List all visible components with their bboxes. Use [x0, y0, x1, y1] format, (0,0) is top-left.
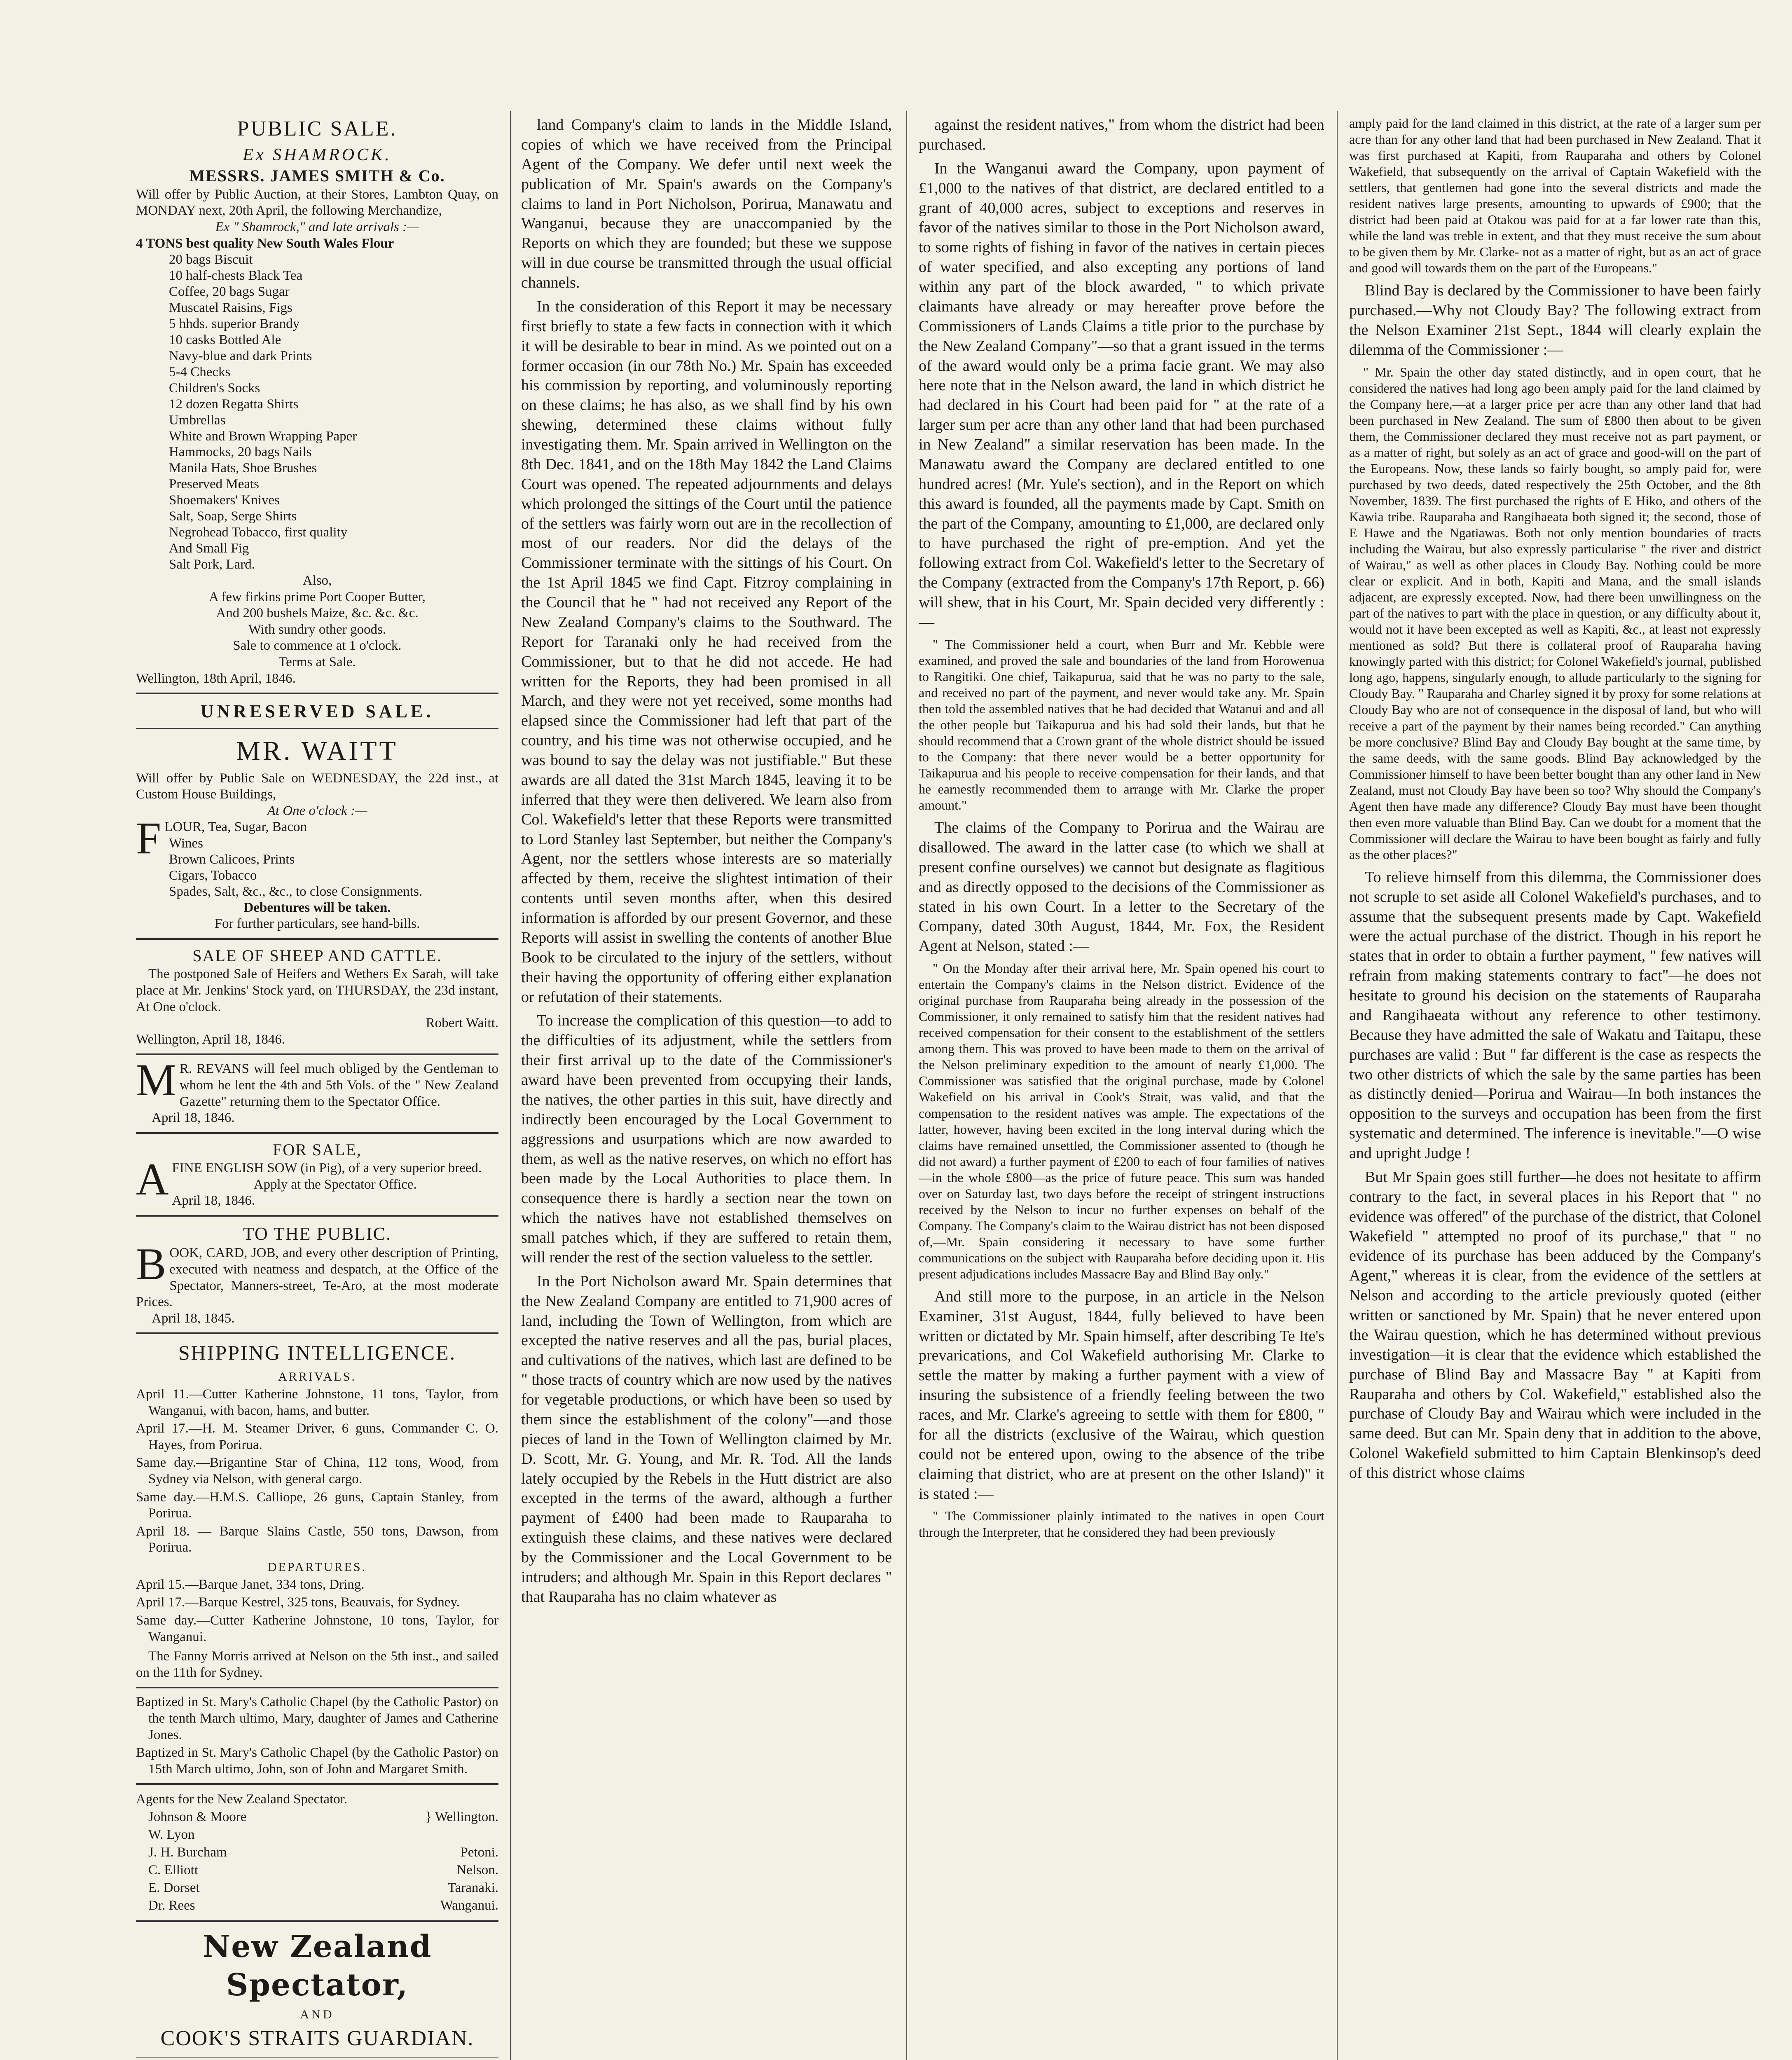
divider [136, 2057, 498, 2058]
shipping-note: The Fanny Morris arrived at Nelson on the 5th inst., and sailed on the 11th for Sydney. [136, 1649, 498, 1680]
agent-row [136, 1844, 498, 1861]
column-4 [1349, 115, 1761, 2060]
article-paragraph: In the consideration of this Report it may be necessary first briefly to state a few facts in connection with it which it will be desirable to bear in mind. As we pointed out on a former occasion (in our 78th No.) Mr. Spain has exceeded his commission by reporting, and voluminously reporting on these claims; he has also, as we shall find by his own shewing, determined these claims without fully investigating them. Mr. Spain arrived in Wellington on the 8th Dec. 1841, and on the 18th May 1842 the Land Claims Court was opened. The repeated adjournments and delays which prolonged the sittings of the Court until the patience of the settlers was fairly worn out are in the recollection of most of our readers. Nor did the delays of the Commissioner terminate with the sittings of his Court. On the 1st April 1845 we find Capt. Fitzroy complaining in the Council that he " had not received any Report of the New Zealand Company's claims to the Southward. The Report for Taranaki only he had received from the Commissioner, but to that he did not accede. He had written for the Reports, they had been promised in all March, and they were not yet received, some months had elapsed since the Commissioner had left that part of the country, and his time was not otherwise occupied, and he was bound to say the delay was not justifiable." But these awards are all dated the 31st March 1845, leaving it to be inferred that they were then delivered. We learn also from Col. Wakefield's letter that these Reports were transmitted to Lord Stanley last September, but neither the Company's Agent, nor the settlers whose interests are so materially affected by them, receive the slightest intimation of their contents until seven months after, when this desired information is afforded by our present Governor, and these Reports will assist in swelling the contents of another Blue Book to be circulated to the injury of the settlers, without their having the opportunity of offering either explanation or refutation of their statements. [521, 297, 892, 1006]
ad-body: BOOK, CARD, JOB, and every other description of Printing, executed with neatness and despatch, at the Office of the Spectator, Manners-street, Te-Aro, at the most moderate Prices. [136, 1239, 498, 1310]
ad-also: Also, [302, 573, 332, 588]
divider [136, 728, 498, 729]
ad-heading: FOR SALE, [273, 1140, 362, 1159]
shipping-intelligence [136, 1340, 498, 1681]
ad-further: For further particulars, see hand-bills. [214, 916, 420, 932]
ad-item: 12 dozen Regatta Shirts [169, 396, 299, 412]
ad-terms: Terms at Sale. [278, 654, 356, 670]
departures-label: DEPARTURES. [267, 1560, 367, 1574]
ad-firm: MESSRS. JAMES SMITH & Co. [189, 166, 445, 185]
ad-time: At One o'clock :— [267, 803, 367, 818]
agent-row [136, 1897, 498, 1915]
ad-item: Muscatel Raisins, Figs [169, 300, 292, 315]
divider [136, 1920, 498, 1922]
shipping-entry: April 17.—H. M. Steamer Driver, 6 guns, Commander C. O. Hayes, from Porirua. [136, 1421, 498, 1452]
column-3 [919, 115, 1324, 2060]
baptism-notice: Baptized in St. Mary's Catholic Chapel (by the Catholic Pastor) on 15th March ultimo, John, son of John and Margaret Smith. [136, 1745, 498, 1777]
divider [136, 1783, 498, 1785]
masthead [136, 1928, 498, 2060]
ad-item: Umbrellas [169, 412, 226, 428]
masthead-and: AND [300, 2008, 335, 2022]
agent-name: J. H. Burcham [148, 1845, 227, 1860]
arrivals-label: ARRIVALS. [278, 1370, 356, 1384]
agent-name: C. Elliott [148, 1862, 199, 1877]
ad-dateline: Wellington, April 18, 1846. [136, 1032, 285, 1047]
ad-item: White and Brown Wrapping Paper [169, 428, 357, 444]
shipping-entry: April 15.—Barque Janet, 334 tons, Dring. [136, 1577, 365, 1592]
agent-place: Wanganui. [440, 1898, 498, 1913]
shipping-entry: April 18. — Barque Slains Castle, 550 tons, Dawson, from Porirua. [136, 1524, 498, 1555]
ad-item: Cigars, Tobacco [169, 868, 257, 883]
column-2 [521, 115, 892, 2060]
ad-item: 5 hhds. superior Brandy [169, 316, 300, 331]
ad-apply: Apply at the Spectator Office. [253, 1177, 417, 1192]
article-paragraph: And still more to the purpose, in an article in the Nelson Examiner, 31st August, 1844, fully believed to have been written or dictated by Mr. Spain himself, after describing Te Ite's prevarications, and Col Wakefield authorising Mr. Clarke to settle the matter by making a further payment with a view of insuring the subsistence of a friendly feeling between the two races, and Mr. Clarke's agreeing to settle with them for £800, " for all the districts (exclusive of the Wairau, which question could not be entered upon, owing to the absence of the tribe claiming that district, who are at present on the other Island)" it is stated :— [919, 1288, 1324, 1503]
agents-list [136, 1791, 498, 1914]
masthead-subtitle: COOK'S STRAITS GUARDIAN. [160, 2026, 474, 2050]
column-rule [1337, 111, 1338, 2060]
ad-body: The postponed Sale of Heifers and Wethers Ex Sarah, will take place at Mr. Jenkins' Stock yard, on THURSDAY, the 23d instant, At One o'clock. [136, 967, 498, 1014]
agent-name: Dr. Rees [148, 1898, 195, 1913]
ad-signature: Robert Waitt. [426, 1016, 498, 1031]
ad-debentures: Debentures will be taken. [243, 900, 391, 915]
ad-item: 5-4 Checks [169, 364, 231, 379]
shipping-entry: April 17.—Barque Kestrel, 325 tons, Beauvais, for Sydney. [136, 1595, 460, 1610]
ad-items-lead: FLOUR, Tea, Sugar, Bacon [136, 813, 307, 864]
ad-item: Spades, Salt, &c., &c., to close Consignments. [169, 884, 423, 899]
quoted-extract: amply paid for the land claimed in this district, at the rate of a larger sum per acre than for any other land that had been purchased in New Zealand. That it was first purchased at Kapiti, from Rauparaha and others by Colonel Wakefield, that subsequently on the arrival of Captain Wakefield with the settlers, that gentlemen had gone into the several districts and made the resident natives large presents, amounting to upwards of £900; that the district had been paid at Otakou was paid for at a far lower rate than this, while the land was treble in extent, and that they must receive the sum about to be given them by Mr. Clarke- not as a matter of right, but as an act of grace and good will towards them on the part of the Europeans." [1349, 116, 1761, 276]
column-rule [510, 111, 511, 2060]
article-paragraph: land Company's claim to lands in the Middle Island, copies of which we have received from the Principal Agent of the Company. We defer until next week the publication of Mr. Spain's awards on the Company's claims to land in Port Nicholson, Porirua, Manawatu and Wanganui, because they are unaccompanied by the Reports on which they are founded; but these we suppose will in due course be transmitted through the usual official channels. [521, 116, 892, 291]
article-paragraph: The claims of the Company to Porirua and the Wairau are disallowed. The award in the latter case (to which we shall at present confine ourselves) we cannot but designate as flagitious and as directly opposed to the decisions of the Commissioner as stated in his own Court. In a letter to the Secretary of the Company, dated 30th August, 1844, Mr. Fox, the Resident Agent at Nelson, stated :— [919, 819, 1324, 955]
to-the-public-ad [136, 1222, 498, 1327]
revans-notice [136, 1055, 498, 1126]
quoted-extract: " The Commissioner held a court, when Burr and Mr. Kebble were examined, and proved the sale and boundaries of the land from Horowenua to Rangitiki. One chief, Taikapurua, said that he was no party to the sale, and received no part of the payment, and never would take any. Mr. Spain then told the assembled natives that he had decided that Watanui and and all the other people but Taikapurua and his had sold their lands, but that he should recommend that a Crown grant of the whole district should be issued to the Company: that there never would be a better opportunity for Taikapurua and his people to receive compensation for their lands, and that he earnestly recommended them to arrange with Mr. Clarke the proper amount." [919, 637, 1324, 813]
quoted-extract: " The Commissioner plainly intimated to the natives in open Court through the Interpreter, that he considered they had been previously [919, 1508, 1324, 1540]
column-1 [136, 115, 498, 2060]
shipping-entry: Same day.—H.M.S. Calliope, 26 guns, Captain Stanley, from Porirua. [136, 1489, 498, 1521]
ad-items-list [136, 252, 498, 573]
ad-body: MR. REVANS will feel much obliged by the Gentleman to whom he lent the 4th and 5th Vols. of the " New Zealand Gazette" returning them to the Spectator Office. [136, 1055, 498, 1109]
agent-place: } Wellington. [425, 1810, 498, 1825]
divider [136, 1687, 498, 1688]
ad-lead: 4 TONS best quality New South Wales Flour [136, 236, 394, 251]
ad-heading: TO THE PUBLIC. [243, 1223, 392, 1244]
ad-item: Manila Hats, Shoe Brushes [169, 461, 317, 476]
arrivals-list [136, 1386, 498, 1556]
ad-also-line: And 200 bushels Maize, &c. &c. &c. [216, 606, 419, 621]
column-rule [906, 111, 907, 2060]
article-paragraph: In the Port Nicholson award Mr. Spain determines that the New Zealand Company are entitled to 71,900 acres of land, including the Town of Wellington, from which are excepted the native reserves and all the pas, burial places, and cultivations of the natives, which last are defined to be " those tracts of country which are now used by the natives for vegetable productions, or which have been so used by them since the establishment of the colony"—and those pieces of land in the Town of Wellington claimed by Mr. D. Scott, Mr. G. Young, and Mr. R. Tod. All the lands lately occupied by the Rebels in the Hutt district are also excepted in the terms of the award, although a further payment of £400 had been made to Rauparaha to extinguish these claims, and these natives were declared by the Commissioner and the Local Government to be intruders; and although Mr. Spain in this Report declares " that Rauparaha has no claim whatever as [521, 1272, 892, 1606]
ad-heading: SALE OF SHEEP AND CATTLE. [192, 946, 442, 965]
article-paragraph: against the resident natives," from whom the district had been purchased. [919, 116, 1324, 153]
ad-item: 10 casks Bottled Ale [169, 332, 281, 347]
ad-item: Preserved Meats [169, 477, 260, 492]
divider [136, 938, 498, 940]
ad-dateline: April 18, 1846. [152, 1110, 235, 1126]
agent-name: E. Dorset [148, 1880, 200, 1895]
agent-place: Nelson. [456, 1862, 498, 1877]
ad-also-line: With sundry other goods. [248, 622, 386, 637]
ad-dateline: Wellington, 18th April, 1846. [136, 671, 296, 686]
agent-row [136, 1826, 498, 1844]
quoted-extract: " Mr. Spain the other day stated distinctly, and in open court, that he considered the natives had long ago been amply paid for the land claimed by the Company here,—at a larger price per acre than any other land that had been purchased in New Zealand. The sum of £800 then about to be given them, the Commissioner declared they must receive not as part payment, or as a matter of right, but solely as an act of grace and good-will on the part of the Europeans. Now, these lands so fairly bought, so amply paid for, were purchased by two deeds, dated respectively the 25th October, and the 8th November, 1839. The first purchased the rights of E Hiko, and others of the Kawia tribe. Rauparaha and Rangihaeata both signed it; the second, those of E Hawe and the Ngatiawas. Both not only mention boundaries of tracts including the Wairau, but also expressly particularise " the river and district of Wairau," as well as other places in Cloudy Bay. Nothing could be more clear or explicit. And in both, Kapiti and Mana, and the small islands adjacent, are expressly excepted. Now, had there been unwillingness on the part of the natives to part with the place in question, or any difficulty about it, would not it have been excepted as well as Kapiti, &c., at least not expressly mentioned as sold? But there is collateral proof of Rauparaha having knowingly parted with this district; for Colonel Wakefield's journal, published long ago, happens, singularly enough, to allude particularly to the signing for Cloudy Bay. " Rauparaha and Charley signed it by proxy for some relations at Cloudy Bay who are not of consequence in the disposal of land, but who will receive a part of the payment by their names being recorded." Can anything be more conclusive? Blind Bay and Cloudy Bay bought at the same time, by the same deeds, with the same goods. Blind Bay acknowledged by the Commissioner himself to have been better bought than any other land in New Zealand, must not Cloudy Bay have been so too? Why should the Company's Agent then have made any difference? Cloudy Bay must have been thought then even more valuable than Blind Bay. Can we doubt for a moment that the Commissioner will declare the Wairau to have been bought as fairly and fully as the other places?" [1349, 364, 1761, 862]
agents-heading: Agents for the New Zealand Spectator. [136, 1792, 348, 1807]
ad-body: AFINE ENGLISH SOW (in Pig), of a very superior breed. [136, 1154, 482, 1205]
ad-item: Negrohead Tobacco, first quality [169, 525, 348, 540]
public-sale-ad [136, 115, 498, 687]
shipping-entry: Same day.—Cutter Katherine Johnstone, 10 tons, Taylor, for Wanganui. [136, 1613, 498, 1644]
article-paragraph: But Mr Spain goes still further—he does not hesitate to affirm contrary to the fact, in several places in his Report that " no evidence was offered" of the purchase of the district, that Colonel Wakefield " attempted no proof of its purchase," that " no evidence of its purchase has been adduced by the Company's Agent," whereas it is clear, from the evidence of the settlers at Nelson and according to the article previously quoted (either written or sanctioned by Mr. Spain) that he never entered upon the Wairau question, which he has determined without previous investigation—it is clear that the evidence which established the purchase of Blind Bay and Massacre Bay " at Kapiti from Rauparaha and others by Col. Wakefield," established also the purchase of Cloudy Bay and Wairau which were included in the same deed. But can Mr. Spain deny that in addition to the above, Colonel Wakefield submitted to him Captain Blenkinsop's deed of this district whose claims [1349, 1168, 1761, 1482]
section-heading: SHIPPING INTELLIGENCE. [178, 1341, 456, 1365]
divider [136, 1215, 498, 1217]
ad-title: PUBLIC SALE. [237, 117, 398, 140]
agent-name: Johnson & Moore [148, 1810, 247, 1825]
divider [136, 1053, 498, 1055]
ad-item: Navy-blue and dark Prints [169, 348, 312, 363]
divider [136, 1332, 498, 1334]
departures-list [136, 1577, 498, 1645]
ad-name: MR. WAITT [236, 735, 398, 766]
agent-row [136, 1879, 498, 1897]
ad-item: Coffee, 20 bags Sugar [169, 284, 290, 300]
ad-sale-time: Sale to commence at 1 o'clock. [233, 638, 402, 653]
divider [136, 1132, 498, 1134]
ad-also-line: A few firkins prime Port Cooper Butter, [209, 589, 426, 604]
ad-item: Salt, Soap, Serge Shirts [169, 509, 297, 524]
baptisms-list [136, 1694, 498, 1777]
sheep-cattle-ad [136, 946, 498, 1048]
ad-item: Salt Pork, Lard. [169, 557, 255, 572]
ad-intro: Will offer by Public Sale on WEDNESDAY, the 22d inst., at Custom House Buildings, [136, 770, 498, 802]
ad-dateline: April 18, 1845. [152, 1311, 235, 1326]
article-paragraph: To relieve himself from this dilemma, the Commissioner does not scruple to set aside all Colonel Wakefield's purchases, and to assume that the subsequent presents made by Capt. Wakefield were the actual purchase of the district. Though in his report he states that in order to obtain a further payment, " few natives will refrain from making statements contrary to fact"—he does not hesitate to ground his decision on the statements of Rauparaha and Rangihaeata without any reference to other testimony. Because they have admitted the sale of Wakatu and Taitapu, these purchases are valid : But " far different is the case as respects the two other districts of which the sale by the same parties has been as distinctly denied—Porirua and Wairau—In both instances the opposition to the surveys and occupation has been from the first systematic and determined. The inference is inevitable."—O wise and upright Judge ! [1349, 868, 1761, 1162]
baptism-notice: Baptized in St. Mary's Catholic Chapel (by the Catholic Pastor) on the tenth March ultimo, Mary, daughter of James and Catherine Jones. [136, 1695, 498, 1742]
ad-ex-line: Ex " Shamrock," and late arrivals :— [215, 220, 419, 234]
for-sale-ad [136, 1140, 498, 1209]
ad-dateline: April 18, 1846. [172, 1193, 255, 1208]
article-paragraph: To increase the complication of this question—to add to the difficulties of its adjustment, while the settlers from their first arrival up to the date of the Commissioner's award have been prevented from occupying their lands, the natives, the other parties in this suit, have directly and indirectly been encouraged by the Local Government to aggressions and usurpations which are now awarded to them, as well as the native reserves, on which no effort has been made by the Local Authorities to place them. In consequence there is hardly a section near the town on which the natives have not established themselves on small patches which, if they are suffered to retain them, will render the rest of the section valueless to the settler. [521, 1012, 892, 1266]
unreserved-sale-ad [136, 700, 498, 932]
ad-item: 10 half-chests Black Tea [169, 268, 303, 283]
ad-item: Brown Calicoes, Prints [169, 852, 295, 867]
agent-place: Taranaki. [447, 1880, 498, 1895]
shipping-entry: April 11.—Cutter Katherine Johnstone, 11 tons, Taylor, from Wanganui, with bacon, hams, and butter. [136, 1387, 498, 1418]
divider [136, 693, 498, 694]
ad-item: And Small Fig [169, 541, 249, 556]
ad-item: Wines [169, 836, 203, 851]
ad-heading: UNRESERVED SALE. [200, 701, 434, 722]
ad-intro: Will offer by Public Auction, at their Stores, Lambton Quay, on MONDAY next, 20th April, the following Merchandize, [136, 187, 498, 218]
article-paragraph: Blind Bay is declared by the Commissioner to have been fairly purchased.—Why not Cloudy Bay? The following extract from the Nelson Examiner 21st Sept., 1844 will clearly explain the dilemma of the Commissioner :— [1349, 282, 1761, 358]
article-paragraph: In the Wanganui award the Company, upon payment of £1,000 to the natives of that district, are declared entitled to a grant of 40,000 acres, subject to exceptions and reserves in favor of the natives similar to those in the Port Nicholson award, to some rights of fishing in favor of the natives in certain pieces of water specified, and also excepting any portions of land within any part of the block awarded, " to which private claimants have already or may hereafter prove before the Commissioners of Lands Claims a title prior to the purchase by the New Zealand Company"—so that a grant issued in the terms of the award would only be a prima facie grant. We may also here note that in the Nelson award, the land in which district he had declared in his Court had been paid for " at the rate of a larger sum per acre than any other land that had been purchased in New Zealand" a similar reservation has been made. In the Manawatu award the Company are declared entitled to one hundred acres! (Mr. Yule's section), and in the Report on which this award is founded, all the payments made by Capt. Smith on the part of the Company, amounting to £1,000, are declared only to have purchased the right of pre-emption. And yet the following extract from Col. Wakefield's letter to the Secretary of the Company (extracted from the Company's 17th Report, p. 66) will shew, that in his Court, Mr. Spain decided very differently :— [919, 159, 1324, 631]
agent-row [136, 1861, 498, 1879]
ad-items-list [136, 836, 498, 900]
masthead-title: New Zealand Spectator, [202, 1929, 432, 2003]
quoted-extract: " On the Monday after their arrival here, Mr. Spain opened his court to entertain the Company's claims in the Nelson district. Evidence of the original purchase from Rauparaha being already in the possession of the Commissioner, it only remained to satisfy him that the resident natives had received compensation for their consent to the establishment of the settlers among them. This was proved to have been made to them on the arrival of the Nelson preliminary expedition to the amount of nearly £1,000. The Commissioner was satisfied that the original purchase, made by Colonel Wakefield on his arrival in Cook's Strait, was valid, and that the compensation to the resident natives was ample. The expectations of the latter, however, having been excited in the long interval during which the claims have remained unsettled, the Commissioner assented to (though he did not award) a further payment of £200 to each of four families of natives—in the whole £800—as the price of future peace. This sum was handed over on Saturday last, two days before the receipt of stringent instructions received by the Nelson to incur no further expenses on behalf of the Company. The Company's claim to the Wairau district has not been disposed of,—Mr. Spain considering it necessary to have some further communications on the subject with Rauparaha before deciding upon it. His present adjudications includes Massacre Bay and Blind Bay only." [919, 961, 1324, 1281]
ad-item: Children's Socks [169, 380, 260, 396]
agent-name: W. Lyon [148, 1827, 195, 1842]
shipping-entry: Same day.—Brigantine Star of China, 112 tons, Wood, from Sydney via Nelson, with general cargo. [136, 1455, 498, 1487]
ad-subtitle: Ex SHAMROCK. [243, 145, 392, 164]
agent-row [136, 1808, 498, 1826]
agent-place: Petoni. [460, 1845, 498, 1860]
ad-item: Hammocks, 20 bags Nails [169, 445, 312, 460]
ad-item: 20 bags Biscuit [169, 252, 253, 267]
ad-item: Shoemakers' Knives [169, 493, 280, 508]
